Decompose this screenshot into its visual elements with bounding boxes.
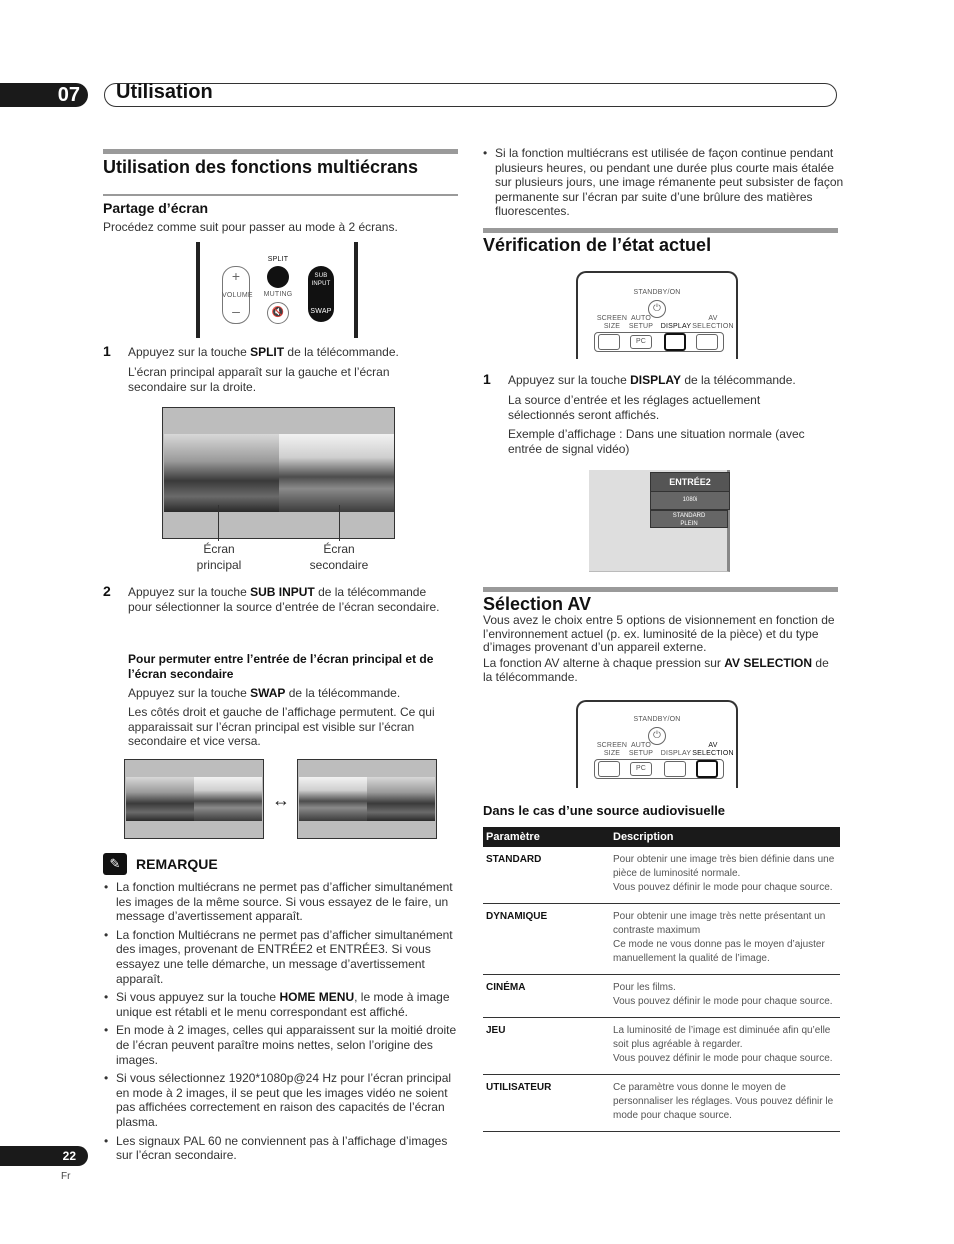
av-selection-button <box>696 760 718 778</box>
language-label: Fr <box>61 1171 71 1182</box>
section-rule <box>103 149 458 154</box>
sub-input-swap-rocker <box>308 266 334 322</box>
param-desc: La luminosité de l’image est diminuée afin qu’elle soit plus agréable à regarder. Vous pouvez définir le mode pour chaque source. <box>610 1018 840 1075</box>
notes-list <box>104 880 458 1163</box>
muting-label: MUTING <box>263 291 293 298</box>
section-title-multiscreen: Utilisation des fonctions multiécrans <box>103 157 419 177</box>
av-title: Sélection AV <box>483 594 592 614</box>
display-label: DISPLAY <box>660 750 692 757</box>
table-heading: Dans le cas d’une source audiovisuelle <box>483 803 726 818</box>
swap-arrow-icon: ↔ <box>272 790 290 810</box>
chapter-title-bar <box>104 83 837 107</box>
table-row <box>483 847 840 904</box>
verif-step-text: Appuyez sur la touche DISPLAY de la télécommande. <box>508 373 796 387</box>
osd-mode <box>650 510 728 528</box>
step-2-text: Appuyez sur la touche SUB INPUT de la télécommande pour sélectionner la source d’entrée de l’écran secondaire. <box>128 585 440 614</box>
note-item: • Si vous sélectionnez 1920*1080p@24 Hz pour l’écran principal en mode à 2 images, il se peut que les images vidéo ne soient pas affichées correctement en raison des capacités de l’écran plasma. <box>104 1071 458 1129</box>
verif-step-detail2: Exemple d’affichage : Dans une situation normale (avec entrée de signal vidéo) <box>508 427 805 456</box>
av-text1: Vous avez le choix entre 5 options de visionnement en fonction de l’environnement actuel (p. ex. luminosité de la pièce) et du type d’images provenant d’un appareil externe. <box>483 613 835 655</box>
subsection-rule <box>103 194 458 196</box>
av-selection-label: AV SELECTION <box>692 315 734 330</box>
swap-before-illustration <box>124 759 264 839</box>
intro-text: Procédez comme suit pour passer au mode à 2 écrans. <box>103 220 398 234</box>
av-rule <box>483 587 838 592</box>
split-screen-illustration <box>162 407 395 539</box>
note-title: REMARQUE <box>136 856 218 872</box>
top-bullet: • Si la fonction multiécrans est utilisée de façon continue pendant plusieurs heures, ou pendant une durée plus courte mais étalée sur plusieurs jours, une image rémanente peut subsister de façon permanente sur l’écran par suite d’une brûlure des matières fluorescentes. <box>483 146 848 219</box>
volume-label: VOLUME <box>222 292 253 299</box>
verif-step-detail1: La source d’entrée et les réglages actuellement sélectionnés seront affichés. <box>508 393 761 422</box>
verif-title: Vérification de l’état actuel <box>483 235 712 255</box>
param-name: DYNAMIQUE <box>483 904 610 975</box>
volume-rocker: + – <box>222 266 250 324</box>
osd-signal: 1080i <box>650 491 730 510</box>
power-icon: ⏻ <box>648 300 666 318</box>
screen-size-label: SCREEN SIZE <box>596 742 628 757</box>
swap-heading: Pour permuter entre l’entrée de l’écran principal et de l’écran secondaire <box>128 652 434 681</box>
swap-text: Appuyez sur la touche SWAP de la télécommande. <box>128 686 401 700</box>
power-icon: ⏻ <box>648 727 666 745</box>
secondary-screen-pointer <box>339 505 340 541</box>
chapter-title: Utilisation <box>116 81 213 103</box>
remote-illustration-av <box>576 700 738 788</box>
av-selection-label: AV SELECTION <box>692 742 734 757</box>
chapter-number: 07 <box>0 83 88 107</box>
split-label: SPLIT <box>267 256 289 263</box>
table-header-param: Paramètre <box>483 827 610 847</box>
page-number: 22 <box>0 1146 88 1166</box>
note-item: • En mode à 2 images, celles qui apparaissent sur la moitié droite de l’écran peuvent paraître moins nettes, selon l’origine des images. <box>104 1023 458 1067</box>
pc-button: PC <box>630 335 652 349</box>
av-text2: La fonction AV alterne à chaque pression sur AV SELECTION de la télécommande. <box>483 656 829 684</box>
osd-illustration <box>589 470 730 572</box>
sub-input-label: SUB INPUT <box>311 273 331 287</box>
main-screen-image <box>164 434 279 512</box>
note-item: • La fonction multiécrans ne permet pas d’afficher simultanément les images de la même source. Si vous essayez de le faire, un message d’avertissement apparaît. <box>104 880 458 924</box>
verif-rule <box>483 228 838 233</box>
table-row <box>483 1075 840 1132</box>
osd-mode1: STANDARD <box>672 513 706 519</box>
display-label: DISPLAY <box>660 323 692 330</box>
pc-button: PC <box>630 762 652 776</box>
param-desc: Pour les films. Vous pouvez définir le mode pour chaque source. <box>610 975 840 1018</box>
param-name: STANDARD <box>483 847 610 904</box>
split-button <box>267 266 289 288</box>
step-1-detail: L’écran principal apparaît sur la gauche et l’écran secondaire sur la droite. <box>128 365 390 394</box>
swap-label: SWAP <box>310 308 332 315</box>
step-1-number: 1 <box>103 343 111 359</box>
display-button <box>664 333 686 351</box>
standby-label: STANDBY/ON <box>633 289 681 296</box>
main-screen-pointer <box>218 505 219 541</box>
main-screen-label: Écran principal <box>196 542 242 572</box>
standby-label: STANDBY/ON <box>633 716 681 723</box>
auto-setup-label: AUTO SETUP <box>628 742 654 757</box>
subsection-title-split: Partage d’écran <box>103 200 209 216</box>
step-1-text: Appuyez sur la touche SPLIT de la télécommande. <box>128 345 399 359</box>
param-desc: Ce paramètre vous donne le moyen de personnaliser les réglages. Vous pouvez définir le mode pour chaque source. <box>610 1075 840 1132</box>
param-name: JEU <box>483 1018 610 1075</box>
auto-setup-label: AUTO SETUP <box>628 315 654 330</box>
screen-size-label: SCREEN SIZE <box>596 315 628 330</box>
osd-mode2: PLEIN <box>680 521 698 527</box>
parameters-table <box>483 827 840 1132</box>
table-header-desc: Description <box>610 827 840 847</box>
note-item: • Si vous appuyez sur la touche HOME MENU, le mode à image unique est rétabli et le menu correspondant est affiché. <box>104 990 458 1019</box>
secondary-screen-image <box>279 434 394 512</box>
secondary-screen-label: Écran secondaire <box>309 542 369 572</box>
table-row <box>483 1018 840 1075</box>
param-name: UTILISATEUR <box>483 1075 610 1132</box>
remote-illustration-display <box>576 271 738 359</box>
param-name: CINÉMA <box>483 975 610 1018</box>
swap-after-illustration <box>297 759 437 839</box>
remote-illustration-split <box>196 242 360 338</box>
param-desc: Pour obtenir une image très nette présentant un contraste maximum Ce mode ne vous donne pas le moyen d’ajuster manuellement la qualité de l’image. <box>610 904 840 975</box>
step-2-number: 2 <box>103 583 111 599</box>
note-item: • La fonction Multiécrans ne permet pas d’afficher simultanément des images, provenant de ENTRÉE2 et ENTRÉE3. Si vous essayez une telle démarche, un message d’avertissement apparaît. <box>104 928 458 986</box>
muting-icon: 🔇 <box>267 302 289 324</box>
note-item: • Les signaux PAL 60 ne conviennent pas à l’affichage d’images sur l’écran secondaire. <box>104 1134 458 1163</box>
verif-step-number: 1 <box>483 371 491 387</box>
param-desc: Pour obtenir une image très bien définie dans une pièce de luminosité normale. Vous pouvez définir le mode pour chaque source. <box>610 847 840 904</box>
table-row <box>483 975 840 1018</box>
osd-input: ENTRÉE2 <box>650 472 730 492</box>
swap-detail: Les côtés droit et gauche de l’affichage permutent. Ce qui apparaissait sur l’écran principal est visible sur l’écran secondaire et vice versa. <box>128 705 435 749</box>
note-icon: ✎ <box>103 853 127 875</box>
table-row <box>483 904 840 975</box>
